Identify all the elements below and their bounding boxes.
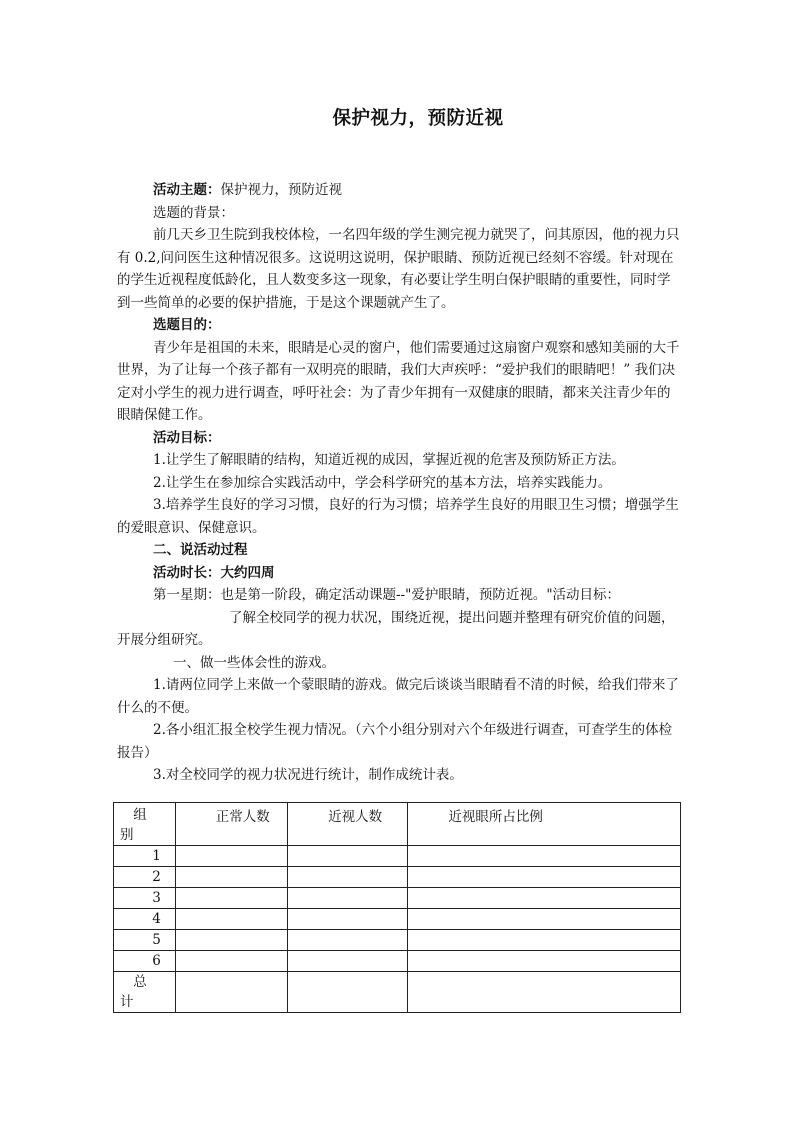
table-header-row bbox=[114, 803, 681, 846]
cell-myopia bbox=[288, 867, 408, 888]
cell-myopia bbox=[288, 930, 408, 951]
row-label: 1 bbox=[114, 846, 176, 867]
goals-heading: 活动目标： bbox=[153, 429, 221, 446]
header-myopia: 近视人数 bbox=[288, 803, 408, 846]
purpose-heading: 选题目的： bbox=[153, 317, 221, 333]
cell-normal bbox=[175, 846, 287, 867]
cell-normal bbox=[175, 951, 287, 972]
cell-myopia bbox=[288, 846, 408, 867]
week1-text: 第一星期：也是第一阶段，确定活动课题--"爱护眼睛，预防近视。"活动目标： bbox=[153, 587, 621, 603]
header-group: 组 别 bbox=[114, 803, 176, 846]
goal-item: 3.培养学生良好的学习习惯，良好的行为习惯；培养学生良好的用眼卫生习惯；增强学生的爱眼意识、保健意识。 bbox=[117, 497, 679, 536]
total-label: 总 计 bbox=[114, 972, 176, 1013]
duration-line: 活动时长：大约四周 bbox=[153, 564, 275, 581]
cell-normal bbox=[175, 867, 287, 888]
vision-stats-table bbox=[113, 802, 681, 1013]
header-ratio: 近视眼所占比例 bbox=[408, 803, 681, 846]
table-row bbox=[114, 888, 681, 909]
theme-label: 活动主题： bbox=[153, 182, 221, 198]
cell-normal bbox=[175, 909, 287, 930]
table-row bbox=[114, 846, 681, 867]
table-total-row bbox=[114, 972, 681, 1013]
total-ratio bbox=[408, 972, 681, 1013]
cell-ratio bbox=[408, 867, 681, 888]
cell-ratio bbox=[408, 909, 681, 930]
cell-ratio bbox=[408, 930, 681, 951]
row-label: 3 bbox=[114, 888, 176, 909]
cell-normal bbox=[175, 888, 287, 909]
row-label: 2 bbox=[114, 867, 176, 888]
purpose-text: 青少年是祖国的未来，眼睛是心灵的窗户，他们需要通过这扇窗户观察和感知美丽的大千世界，为了让每一个孩子都有一双明亮的眼睛，我们大声疾呼：“爱护我们的眼睛吧！” 我们决定对小学生的视力进行调查，呼吁社会：为了青少年拥有一双健康的眼睛，都来关注青少年的眼睛保健工作。 bbox=[117, 339, 680, 423]
cell-ratio bbox=[408, 888, 681, 909]
week1-goal: 了解全校同学的视力状况，围绕近视，提出问题并整理有研究价值的问题，开展分组研究。 bbox=[117, 609, 675, 648]
step-item: 2.各小组汇报全校学生视力情况。（六个小组分别对六个年级进行调查，可查学生的体检报告） bbox=[117, 722, 673, 761]
document-body bbox=[117, 179, 683, 787]
background-text: 前几天乡卫生院到我校体检，一名四年级的学生测完视力就哭了，问其原因，他的视力只有 0.2,问问医生这种情况很多。这说明这说明，保护眼睛、预防近视已经刻不容缓。针对现在的学生近视程度低龄化，且人数变多这一现象，有必要让学生明白保护眼睛的重要性，同时学到一些简单的必要的保护措施，于是这个课题就产生了。 bbox=[117, 227, 680, 311]
cell-ratio bbox=[408, 951, 681, 972]
section2-heading: 二、说活动过程 bbox=[153, 542, 248, 558]
table-row bbox=[114, 867, 681, 888]
step-item: 3.对全校同学的视力状况进行统计，制作成统计表。 bbox=[153, 767, 463, 783]
cell-normal bbox=[175, 930, 287, 951]
row-label: 4 bbox=[114, 909, 176, 930]
row-label: 6 bbox=[114, 951, 176, 972]
total-myopia bbox=[288, 972, 408, 1013]
goal-item: 2.让学生在参加综合实践活动中，学会科学研究的基本方法，培养实践能力。 bbox=[153, 474, 612, 491]
table-row bbox=[114, 951, 681, 972]
cell-myopia bbox=[288, 909, 408, 930]
cell-myopia bbox=[288, 951, 408, 972]
cell-myopia bbox=[288, 888, 408, 909]
total-normal bbox=[175, 972, 287, 1013]
theme-value: 保护视力，预防近视 bbox=[220, 182, 342, 198]
table-row bbox=[114, 909, 681, 930]
cell-ratio bbox=[408, 846, 681, 867]
theme-line bbox=[117, 179, 683, 202]
games-heading: 一、做一些体会性的游戏。 bbox=[173, 654, 335, 671]
page-title: 保护视力，预防近视 bbox=[332, 108, 504, 129]
table-row bbox=[114, 930, 681, 951]
row-label: 5 bbox=[114, 930, 176, 951]
step-item: 1.请两位同学上来做一个蒙眼睛的游戏。做完后谈谈当眼睛看不清的时候，给我们带来了什么的不便。 bbox=[117, 677, 679, 716]
background-heading: 选题的背景： bbox=[153, 204, 234, 221]
header-normal: 正常人数 bbox=[175, 803, 287, 846]
goal-item: 1.让学生了解眼睛的结构，知道近视的成因，掌握近视的危害及预防矫正方法。 bbox=[153, 452, 625, 468]
